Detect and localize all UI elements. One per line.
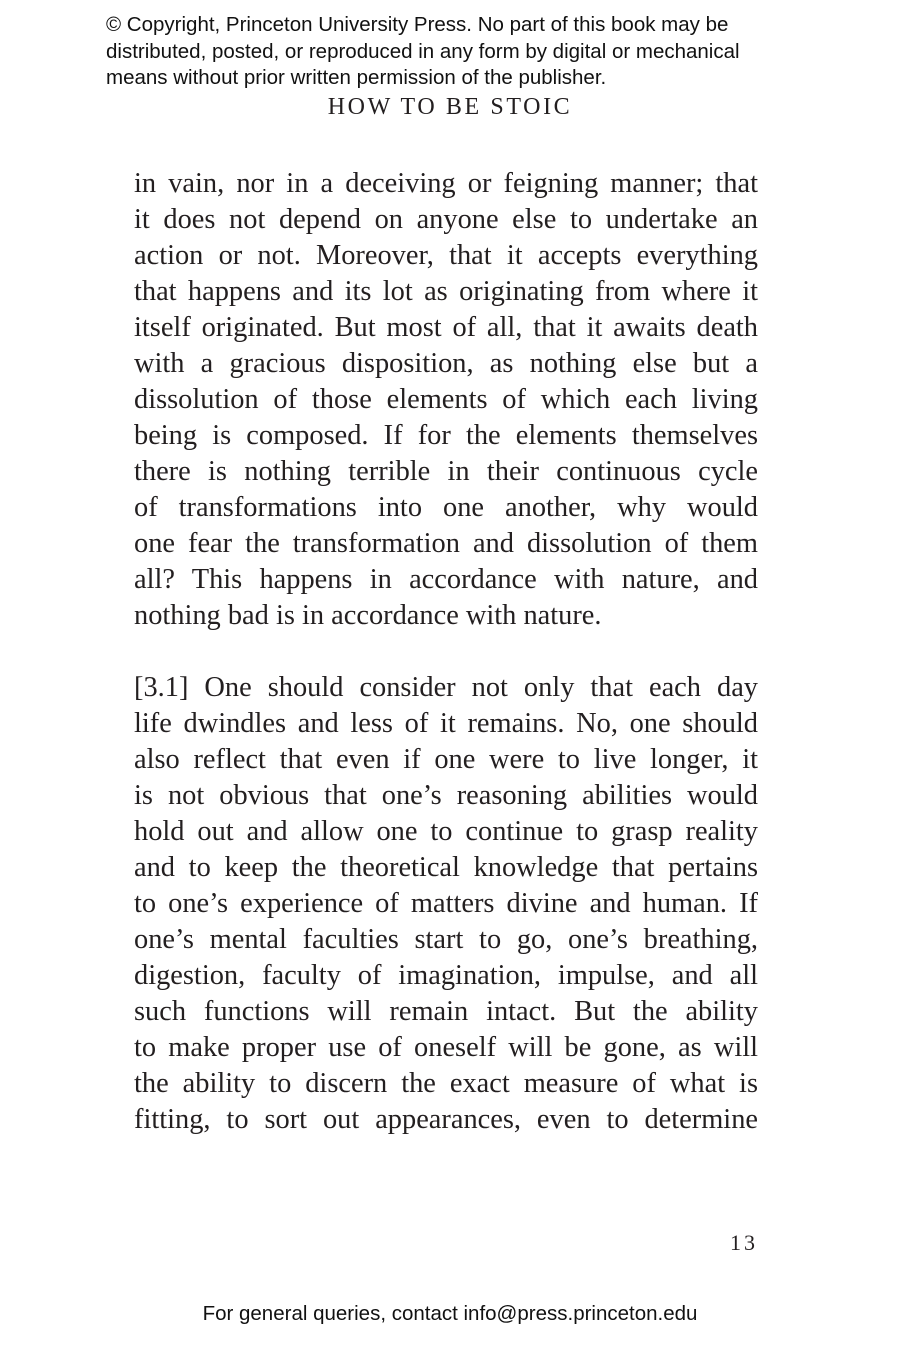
- text-line: in vain, nor in a deceiving or feigning manner; that: [134, 168, 758, 199]
- text-line: also reflect that even if one were to live longer, it: [134, 744, 758, 775]
- text-line: with a gracious disposition, as nothing else but a: [134, 348, 758, 379]
- text-line: [3.1] One should consider not only that each day: [134, 672, 758, 703]
- text-line: it does not depend on anyone else to undertake an: [134, 204, 758, 235]
- copyright-line: means without prior written permission of the publisher.: [106, 66, 607, 89]
- page-number: 13: [730, 1230, 758, 1255]
- text-line: all? This happens in accordance with nature, and: [134, 564, 758, 595]
- text-line: and to keep the theoretical knowledge that pertains: [134, 852, 758, 883]
- body-text: [134, 166, 758, 1138]
- text-line: to make proper use of oneself will be gone, as will: [134, 1032, 758, 1063]
- text-line: hold out and allow one to continue to grasp reality: [134, 816, 758, 847]
- text-line: dissolution of those elements of which each living: [134, 384, 758, 415]
- copyright-line: distributed, posted, or reproduced in any form by digital or mechanical: [106, 39, 740, 63]
- running-head: HOW TO BE STOIC: [327, 94, 573, 120]
- text-line: the ability to discern the exact measure of what is: [134, 1068, 758, 1099]
- text-line: such functions will remain intact. But the ability: [134, 996, 758, 1027]
- copyright-notice: [106, 12, 866, 92]
- footer-contact: For general queries, contact info@press.princeton.edu: [202, 1302, 698, 1325]
- text-line: fitting, to sort out appearances, even to determine: [134, 1104, 758, 1135]
- text-line: of transformations into one another, why would: [134, 492, 758, 523]
- text-line: nothing bad is in accordance with nature.: [134, 600, 602, 631]
- text-line: is not obvious that one’s reasoning abilities would: [134, 780, 758, 811]
- text-line: one’s mental faculties start to go, one’s breathing,: [134, 924, 758, 955]
- text-line: that happens and its lot as originating from where it: [134, 276, 758, 307]
- text-line: itself originated. But most of all, that it awaits death: [134, 312, 758, 343]
- text-line: there is nothing terrible in their continuous cycle: [134, 456, 758, 487]
- text-line: life dwindles and less of it remains. No, one should: [134, 708, 758, 739]
- text-line: being is composed. If for the elements themselves: [134, 420, 758, 451]
- text-line: one fear the transformation and dissolution of them: [134, 528, 758, 559]
- copyright-line: © Copyright, Princeton University Press. No part of this book may be: [106, 13, 729, 36]
- paragraph-1: [134, 166, 758, 634]
- text-line: digestion, faculty of imagination, impulse, and all: [134, 960, 758, 991]
- paragraph-2: [134, 670, 758, 1138]
- text-line: to one’s experience of matters divine and human. If: [134, 888, 758, 919]
- text-line: action or not. Moreover, that it accepts everything: [134, 240, 758, 271]
